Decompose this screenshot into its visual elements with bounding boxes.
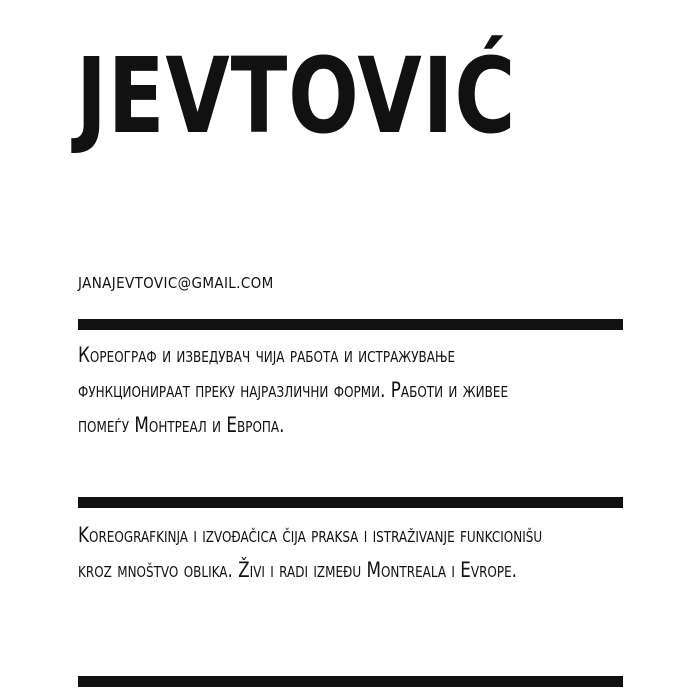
- bio-macedonian: Кореограф и изведувач чија работа и истражување функционираат преку најразлични форми. Работи и живее помеѓу Монтреал и Европа.: [78, 343, 509, 437]
- bio-serbian: Koreografkinja i izvođačica čija praksa i istraživanje funkcionišu kroz mnoštvo oblika. Živi i radi između Montreala i Evrope.: [78, 523, 543, 582]
- artist-surname: JEVTOVIĆ: [76, 35, 517, 157]
- contact-email[interactable]: JANAJEVTOVIC@GMAIL.COM: [78, 274, 274, 292]
- divider-rule: [78, 676, 623, 687]
- divider-rule: [78, 497, 623, 508]
- divider-rule: [78, 319, 623, 330]
